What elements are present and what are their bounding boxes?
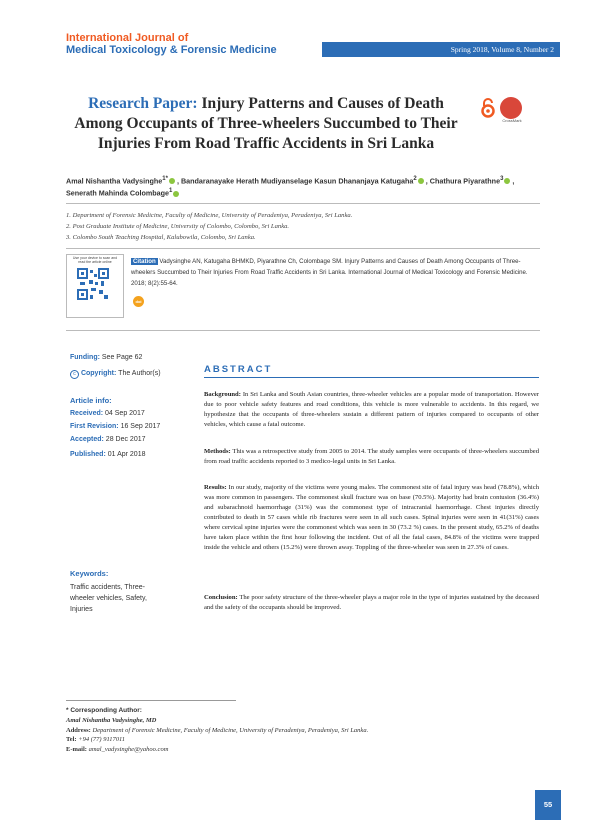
conclusion-text: The poor safety structure of the three-wheeler plays a major role in the type of injuries sustained by the deceased and the safety of the occupants should be improved. bbox=[204, 594, 539, 611]
journal-name bbox=[66, 32, 277, 56]
accepted bbox=[70, 435, 146, 445]
received-label: Received: bbox=[70, 410, 104, 417]
accepted-value: 28 Dec 2017 bbox=[105, 436, 146, 443]
corresponding-author bbox=[66, 706, 466, 755]
corr-address-label: Address: bbox=[66, 726, 91, 734]
orcid-icon[interactable] bbox=[418, 178, 424, 184]
article-type-label: Research Paper: bbox=[88, 95, 198, 112]
abstract-results bbox=[204, 483, 539, 553]
accepted-label: Accepted: bbox=[70, 436, 104, 443]
results-text: In our study, majority of the victims were young males. The commonest site of fatal injury was head (78.8%), which was more common in passengers. The commonest skull fracture was on base (70.5%). Majority had brain contusion (36.4%) and subarachnoid haemorrhage (31%) was the commonest type of intracranial haemorrhage. Chest injuries directly contributed to death in 57 cases while rib fractures were seen in all such cases. Spinal injuries were seen in 41(31%) cases where cervical spine injuries were the commonest which was seen in 30 (73.2 %) cases. In the present study, 65.2% of deaths have taken place within the first hour following the incident. Out of all the fatal cases, 84.8% of the victims were trapped inside the vehicle and others (15.2%) were thrown away. Toppling of the three-wheeler was seen in 27.3% of cases. bbox=[204, 484, 539, 551]
orcid-icon[interactable] bbox=[504, 178, 510, 184]
author-affil-sup: 1 bbox=[169, 188, 173, 195]
article-title-text: Injury Patterns and Causes of Death Among Occupants of Three-wheelers Succumbed to Their Injuries From Road Traffic Accidents in Sri Lanka bbox=[74, 95, 458, 152]
citation-label: Citation bbox=[133, 258, 156, 265]
article-info-heading: Article info: bbox=[70, 396, 112, 405]
corr-name: Amal Nishantha Vadysinghe, MD bbox=[66, 716, 157, 724]
methods-text: This was a retrospective study from 2005 to 2014. The study samples were occupants of three-wheelers succumbed from road traffic accidents reported to 3 medico-legal units in Sri Lanka. bbox=[204, 448, 540, 465]
copyright-value: The Author(s) bbox=[118, 370, 161, 377]
corr-address: Department of Forensic Medicine, Faculty of Medicine, University of Peradeniya, Peradeniya, Sri Lanka. bbox=[92, 726, 369, 734]
funding-label: Funding: bbox=[70, 354, 100, 361]
author-affil-sup: 2 bbox=[413, 176, 417, 182]
article-title bbox=[66, 94, 466, 154]
funding bbox=[70, 353, 142, 363]
copyright bbox=[70, 369, 161, 379]
author-affil-sup: 3 bbox=[500, 176, 504, 182]
qr-code-icon[interactable] bbox=[77, 268, 109, 300]
background-label: Background: bbox=[204, 391, 241, 398]
abstract-methods bbox=[204, 447, 539, 467]
divider bbox=[66, 203, 540, 204]
published-value: 01 Apr 2018 bbox=[107, 451, 146, 458]
journal-name-line1: International Journal of bbox=[66, 32, 189, 44]
abstract-background bbox=[204, 390, 539, 430]
revision-value: 16 Sep 2017 bbox=[120, 423, 161, 430]
author-list: Amal Nishantha Vadysinghe$^{1*}$ , Bandaranayake Herath Mudiyanselage Kasun Dhananjaya Katugaha$^2$ , Chathura Piyarathne$^3$ , Senerath Mahinda Colombage$^1$ bbox=[66, 176, 515, 198]
first-revision bbox=[70, 422, 160, 432]
footnote-rule bbox=[66, 700, 236, 701]
abstract-conclusion bbox=[204, 593, 539, 613]
received-value: 04 Sep 2017 bbox=[105, 410, 145, 417]
copyright-icon: c bbox=[70, 370, 79, 379]
orcid-icon[interactable] bbox=[173, 191, 179, 197]
corr-email[interactable]: amal_vadysinghe@yahoo.com bbox=[88, 746, 169, 754]
affiliation: 3. Colombo South Teaching Hospital, Kalubowila, Colombo, Sri Lanka. bbox=[66, 234, 256, 241]
doi-icon[interactable]: doi bbox=[133, 296, 144, 307]
citation-body: Vadysinghe AN, Katugaha BHMKD, Piyarathne Ch, Colombage SM. Injury Patterns and Causes of Death Among Occupants of Three-wheelers Succumbed to Their Injuries From Road Traffic Accidents in Sri Lanka. International Journal of Medical Toxicology and Forensic Medicine. 2018; 8(2):55-64. bbox=[131, 258, 528, 287]
published bbox=[70, 450, 146, 460]
citation-text bbox=[131, 256, 537, 289]
published-label: Published: bbox=[70, 451, 106, 458]
affiliation: 1. Department of Forensic Medicine, Faculty of Medicine, University of Peradeniya, Peradeniya, Sri Lanka. bbox=[66, 212, 353, 219]
divider bbox=[66, 330, 540, 331]
page-number: 55 bbox=[535, 790, 561, 820]
affiliation-list bbox=[66, 210, 536, 243]
keywords-heading: Keywords: bbox=[70, 569, 109, 578]
orcid-icon[interactable] bbox=[169, 178, 175, 184]
affiliation: 2. Post Graduate Institute of Medicine, University of Colombo, Colombo, Sri Lanka. bbox=[66, 223, 290, 230]
author-name: Bandaranayake Herath Mudiyanselage Kasun Dhananjaya Katugaha bbox=[180, 176, 414, 186]
author-name: Chathura Piyarathne bbox=[429, 176, 501, 186]
methods-label: Methods: bbox=[204, 448, 231, 455]
author-name: Senerath Mahinda Colombage bbox=[66, 188, 170, 198]
qr-caption: Use your device to scan and read the article online bbox=[72, 256, 118, 264]
background-text: In Sri Lanka and South Asian countries, three-wheeler vehicles are a popular mode of transportation. However due to poor vehicle safety features and road conditions, this vehicle is more vulnerable to accidents. In this regard, we hypothesize that the occupants of three-wheelers sustain a different pattern of injuries compared to occupants of other vehicles, which cause a fatal outcome. bbox=[204, 391, 539, 428]
keywords: Traffic accidents, Three-wheeler vehicles, Safety, Injuries bbox=[70, 584, 147, 613]
abstract-rule bbox=[204, 377, 539, 378]
abstract-heading: ABSTRACT bbox=[204, 364, 273, 375]
revision-label: First Revision: bbox=[70, 423, 119, 430]
journal-name-line2: Medical Toxicology & Forensic Medicine bbox=[66, 44, 277, 56]
corr-heading: * Corresponding Author: bbox=[66, 707, 142, 714]
conclusion-label: Conclusion: bbox=[204, 594, 238, 601]
corr-tel: +94 (77) 9117011 bbox=[78, 736, 125, 744]
issue-info: Spring 2018, Volume 8, Number 2 bbox=[322, 42, 560, 57]
author-affil-sup: 1* bbox=[162, 176, 168, 182]
open-access-icon bbox=[480, 98, 496, 118]
funding-value: See Page 62 bbox=[101, 354, 143, 361]
divider bbox=[66, 248, 540, 249]
received bbox=[70, 409, 145, 419]
author-name: Amal Nishantha Vadysinghe bbox=[66, 176, 163, 186]
corr-tel-label: Tel: bbox=[66, 736, 77, 744]
crossmark-icon[interactable] bbox=[500, 97, 522, 119]
corr-email-label: E-mail: bbox=[66, 746, 87, 754]
copyright-label: Copyright: bbox=[80, 370, 117, 377]
crossmark-label: CrossMark bbox=[502, 118, 522, 123]
results-label: Results: bbox=[204, 484, 227, 491]
